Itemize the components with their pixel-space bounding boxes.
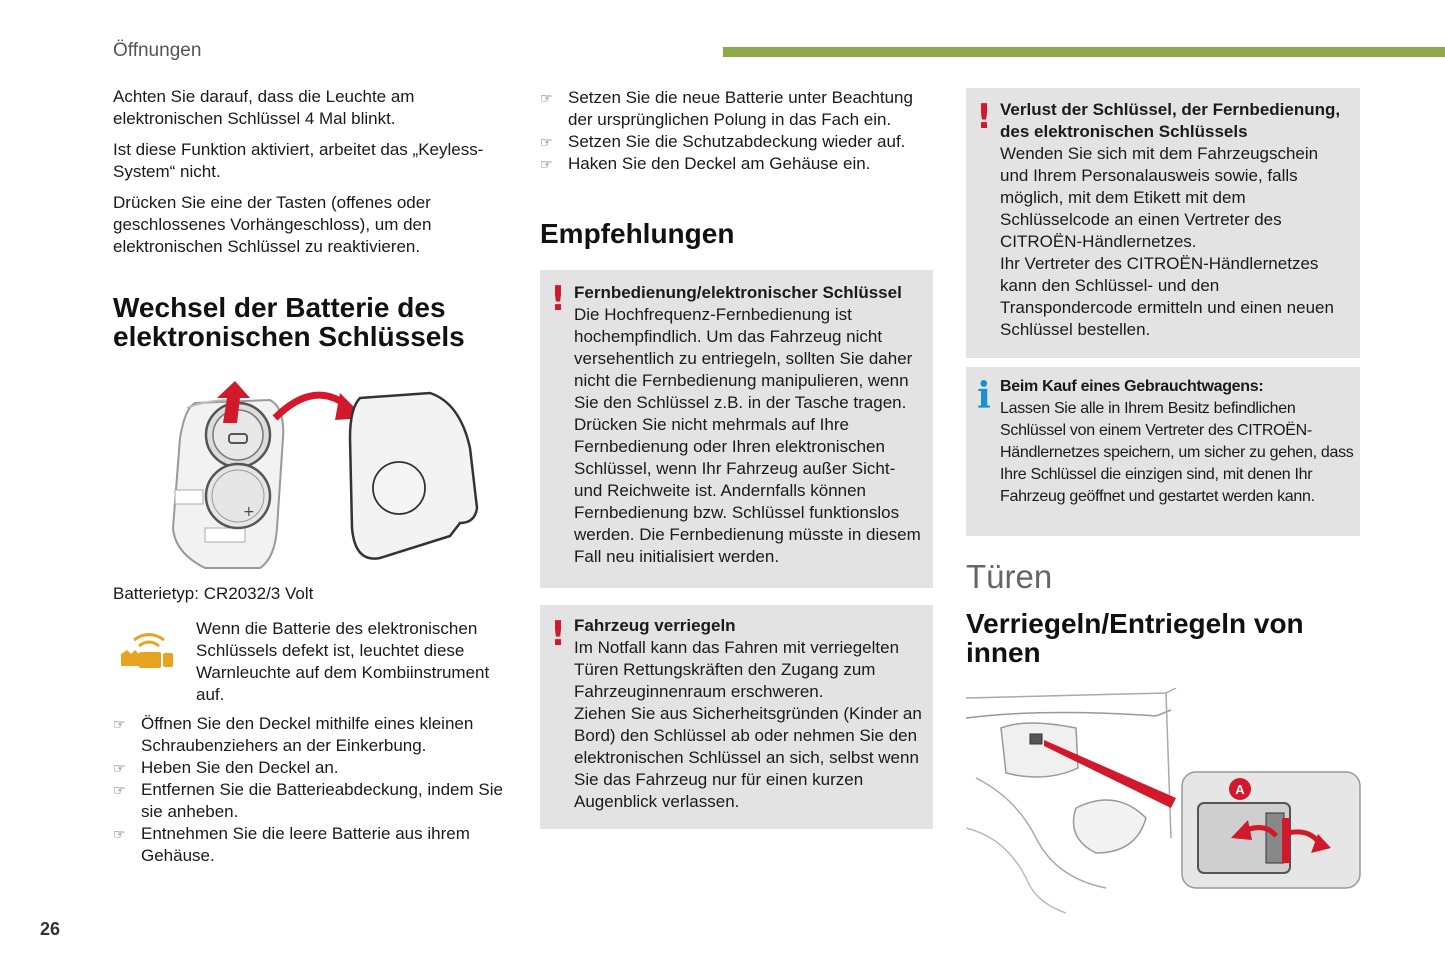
note-title: Verlust der Schlüssel, der Fernbedienung, des elektronischen Schlüssels [1000, 100, 1341, 141]
pointing-hand-icon: ☞ [540, 134, 553, 150]
note-body: Lassen Sie alle in Ihrem Besitz befindlichen Schlüssel von einem Vertreter des CITROËN-Händlernetzes speichern, um sicher zu gehen, dass Ihre Schlüssel die einzigen sind, mit denen Ihr Fahrzeug geöffnet und gestartet werden kann. [1000, 400, 1354, 505]
warning-light-text: Wenn die Batterie des elektronischen Schlüssels defekt ist, leuchtet diese Warnleuchte auf dem Kombiinstrument auf. [196, 619, 490, 704]
pointing-hand-icon: ☞ [113, 826, 126, 842]
step-text: Entnehmen Sie die leere Batterie aus ihrem Gehäuse. [141, 824, 470, 865]
pointing-hand-icon: ☞ [540, 156, 553, 172]
note-used-car [966, 367, 1360, 536]
battery-steps-list-continued [540, 87, 935, 175]
info-icon: i [977, 375, 991, 417]
note-text [1000, 99, 1350, 341]
svg-text:+: + [243, 504, 255, 520]
key-battery-warning-icon [119, 632, 177, 672]
list-item [113, 757, 513, 779]
header-accent-bar [723, 47, 1445, 57]
list-item [540, 153, 935, 175]
recommendations-heading: Empfehlungen [540, 218, 735, 249]
note-remote-key [540, 270, 933, 588]
pointing-hand-icon: ☞ [540, 90, 553, 106]
doors-section-heading: Türen [966, 558, 1053, 595]
note-body-2: Ihr Vertreter des CITROËN-Händlernetzes kann den Schlüssel- und den Transpondercode ermitteln und einen neuen Schlüssel bestellen. [1000, 254, 1334, 339]
warning-exclamation-icon: ! [976, 97, 992, 137]
lock-unlock-heading: Verriegeln/Entriegeln von innen [966, 608, 1304, 668]
pointing-hand-icon: ☞ [113, 716, 126, 732]
note-text [1000, 376, 1354, 508]
note-lock-vehicle [540, 605, 933, 829]
list-item [113, 779, 513, 823]
paragraph: Ist diese Funktion aktiviert, arbeitet das „Keyless-System“ nicht. [113, 140, 484, 181]
list-item [113, 823, 513, 867]
note-title: Fahrzeug verriegeln [574, 616, 736, 635]
warning-exclamation-icon: ! [550, 279, 566, 319]
step-text: Setzen Sie die neue Batterie unter Beachtung der ursprünglichen Polung in das Fach ein. [568, 88, 913, 129]
list-item [540, 87, 935, 131]
note-body: Die Hochfrequenz-Fernbedienung ist hochempfindlich. Um das Fahrzeug nicht versehentlich zu entriegeln, sollten Sie daher nicht die Fernbedienung manipulieren, wenn Sie den Schlüssel z.B. in der Tasche tragen. Drücken Sie nicht mehrmals auf Ihre Fernbedienung oder Ihren elektronischen Schlüssel, wenn Ihr Fahrzeug außer Sicht- und Reichweite ist. Andernfalls können Fernbedienung bzw. Schlüssel funktionslos werden. Die Fernbedienung müsste in diesem Fall neu initialisiert werden. [574, 305, 921, 566]
step-text: Öffnen Sie den Deckel mithilfe eines kleinen Schraubenziehers an der Einkerbung. [141, 714, 474, 755]
note-body: Wenden Sie sich mit dem Fahrzeugschein und Ihrem Personalausweis sowie, falls möglich, mit dem Etikett mit dem Schlüsselcode an einen Vertreter des CITROËN-Händlernetzes. [1000, 144, 1319, 251]
note-text [574, 615, 925, 813]
paragraph: Achten Sie darauf, dass die Leuchte am elektronischen Schlüssel 4 Mal blinkt. [113, 87, 415, 128]
note-body-2: Ziehen Sie aus Sicherheitsgründen (Kinder an Bord) den Schlüssel ab oder nehmen Sie den elektronischen Schlüssel an sich, selbst wenn Sie das Fahrzeug nur für einen kurzen Augenblick verlassen. [574, 704, 922, 811]
battery-change-heading: Wechsel der Batterie des elektronischen Schlüssels [113, 292, 465, 352]
battery-steps-list [113, 713, 513, 867]
key-battery-illustration [165, 378, 485, 573]
step-text: Setzen Sie die Schutzabdeckung wieder auf. [568, 132, 906, 151]
pointing-hand-icon: ☞ [113, 760, 126, 776]
note-title: Fernbedienung/elektronischer Schlüssel [574, 283, 902, 302]
step-text: Haken Sie den Deckel am Gehäuse ein. [568, 154, 871, 173]
column-left [113, 86, 513, 267]
step-text: Heben Sie den Deckel an. [141, 758, 339, 777]
note-text [574, 282, 925, 568]
note-body: Im Notfall kann das Fahren mit verriegelten Türen Rettungskräften den Zugang zum Fahrzeuginnenraum erschweren. [574, 638, 900, 701]
battery-type: Batterietyp: CR2032/3 Volt [113, 584, 314, 603]
pointing-hand-icon: ☞ [113, 782, 126, 798]
door-interior-illustration [966, 688, 1361, 918]
list-item [540, 131, 935, 153]
page-number: 26 [40, 919, 61, 939]
step-text: Entfernen Sie die Batterieabdeckung, indem Sie sie anheben. [141, 780, 503, 821]
callout-label-a: A [1235, 782, 1245, 797]
note-title: Beim Kauf eines Gebrauchtwagens: [1000, 378, 1264, 395]
list-item [113, 713, 513, 757]
paragraph: Drücken Sie eine der Tasten (offenes oder geschlossenes Vorhängeschloss), um den elektronischen Schlüssel zu reaktivieren. [113, 193, 432, 256]
section-title: Öffnungen [113, 40, 202, 61]
warning-exclamation-icon: ! [550, 614, 566, 654]
note-lost-keys [966, 88, 1360, 358]
